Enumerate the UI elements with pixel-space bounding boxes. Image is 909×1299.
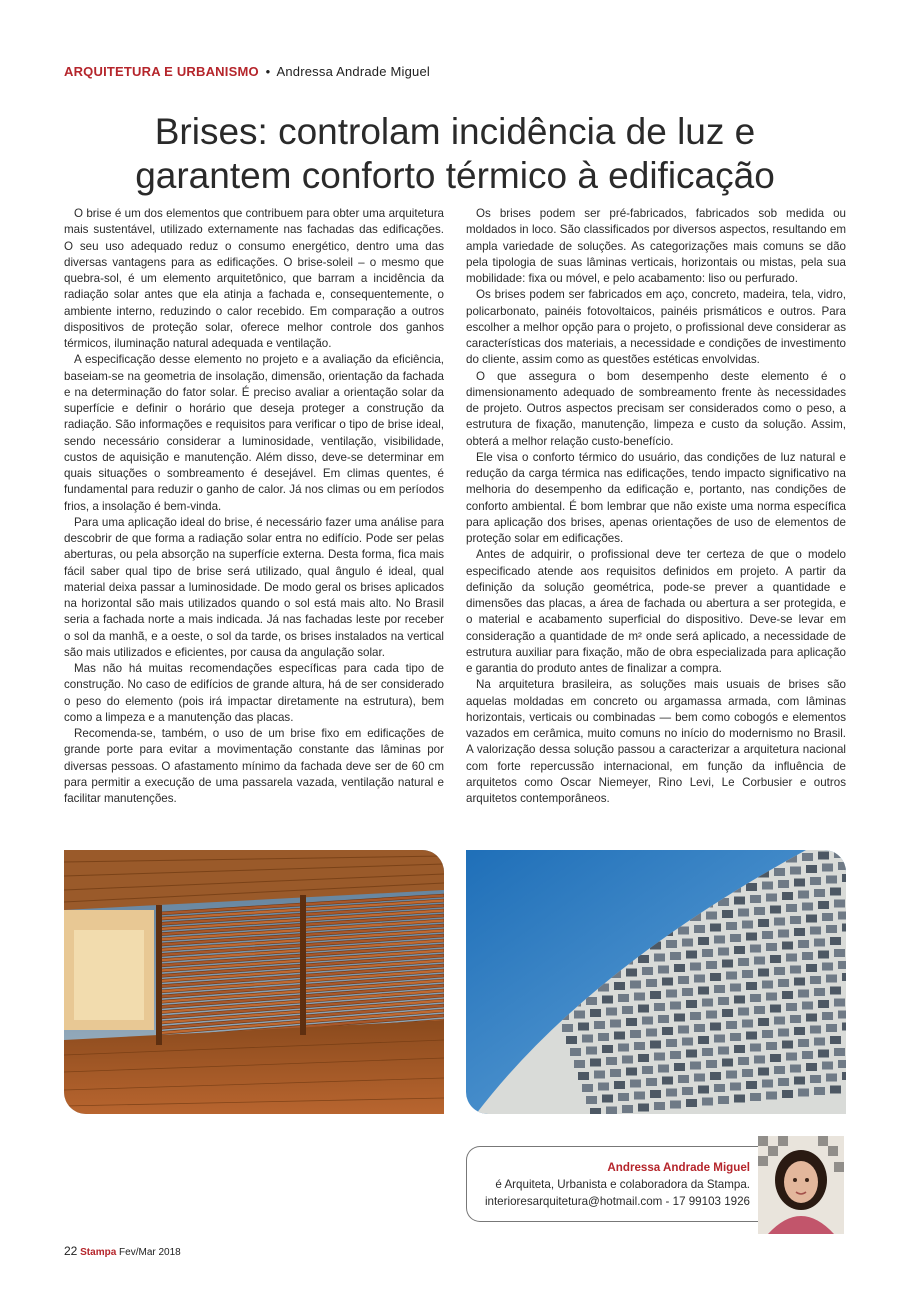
paragraph: Os brises podem ser fabricados em aço, concreto, madeira, tela, vidro, policarbonato, painéis fotovoltaicos, painéis prismáticos e outros. Para escolher a melhor opção para o projeto, o profissional deve considerar as características dos materiais, a necessidade e condições de investimento do cliente, assim como as questões estéticas envolvidas. — [466, 288, 846, 367]
paragraph: Mas não há muitas recomendações específicas para cada tipo de construção. No caso de edifícios de grande altura, há de ser considerado o peso do elemento (pois irá impactar diretamente na estrutura), bem como a limpeza e a manutenção das placas. — [64, 662, 444, 724]
paragraph: A especificação desse elemento no projeto e a avaliação da eficiência, baseiam-se na geometria de insolação, dimensão, orientação da fachada e na determinação do fator solar. É preciso avaliar a orientação solar da superfície e definir o horário que deseja proteger a construção da radiação. São informações e requisitos para verificar o tipo de brise ideal, sendo necessário considerar a luminosidade, ventilação, visibilidade, custos de aquisição e manutenção. Além disso, deve-se determinar em quais situações o sombreamento é desejável. Em climas quentes, é fundamental para reduzir o ganho de calor. Já nos climas ou em períodos frios, a insolação é bem-vinda. — [64, 353, 444, 513]
page-header — [64, 64, 430, 79]
bio-role: é Arquiteta, Urbanista e colaboradora da Stampa. — [495, 1178, 750, 1191]
paragraph: Ele visa o conforto térmico do usuário, das condições de luz natural e redução da carga térmica nas edificações, tendo impacto significativo na melhoria do desempenho da edificação e, portanto, nas condições de conforto ambiental. É bom lembrar que não existe uma norma específica para aplicação dos brises, apenas orientações de uso de elementos de proteção solar em edificações. — [466, 450, 846, 545]
author-portrait — [758, 1136, 844, 1234]
header-author: Andressa Andrade Miguel — [276, 64, 430, 79]
paragraph: Os brises podem ser pré-fabricados, fabricados sob medida ou moldados in loco. São classificados por diversos aspectos, resultando em ampla variedade de soluções. As categorizações mais comuns se dão pela tipologia de suas lâminas verticais, horizontais ou mistas, pela sua mobilidade: fixa ou móvel, e pelo acabamento: liso ou perfurado. — [466, 207, 846, 285]
concrete-facade-photo — [466, 850, 846, 1114]
paragraph: Para uma aplicação ideal do brise, é necessário fazer uma análise para descobrir de que forma a radiação solar entra no edifício. Pode ser pelas aberturas, ou pela absorção na superfície externa. Desta forma, fica mais fácil saber qual tipo de brise será utilizado, qual ângulo é ideal, qual material deixa passar a luminosidade. De modo geral os brises aplicados na horizontal são mais utilizados quando o sol está mais alto. No Brasil seria a fachada norte a mais indicada. Já nas fachadas leste por receber o sol da manhã, e a oeste, o sol da tarde, os brises instalados na vertical são mais utilizados e eficientes, por causa da angulação solar. — [64, 515, 444, 659]
bio-name: Andressa Andrade Miguel — [607, 1161, 750, 1174]
title-line-2: garantem conforto térmico à edificação — [135, 155, 775, 196]
page-number: 22 — [64, 1244, 78, 1258]
article-column-left — [64, 206, 444, 807]
wooden-brise-photo — [64, 850, 444, 1114]
article-column-right — [466, 206, 846, 807]
paragraph: O brise é um dos elementos que contribuem para obter uma arquitetura mais sustentável, utilizado externamente nas fachadas das edificações. O seu uso adequado reduz o consumo energético, dentro uma das diversas vantagens para as edificações. O brise-soleil – o mesmo que quebra-sol, é um elemento arquitetônico, que barram a incidência da radiação solar antes que ela atinja a fachada e, consequentemente, o ambiente interno, reduzindo o calor recebido. Em comparação a outros dispositivos de proteção solar, oferece melhor controle dos ganhos térmicos, iluminação natural adequada e ventilação. — [64, 207, 444, 350]
section-label: ARQUITETURA E URBANISMO — [64, 64, 259, 79]
header-separator: • — [265, 64, 271, 79]
paragraph: O que assegura o bom desempenho deste elemento é o dimensionamento adequado de sombreamento frente às necessidades de projeto. Outros aspectos precisam ser considerados como o peso, a estrutura de fixação, manutenção, limpeza e custo da solução. Assim, obterá a melhor relação custo-benefício. — [466, 369, 846, 448]
bio-contact: interioresarquitetura@hotmail.com - 17 99103 1926 — [484, 1195, 750, 1208]
paragraph: Na arquitetura brasileira, as soluções mais usuais de brises são aquelas moldadas em concreto ou argamassa armada, com lâminas horizontais, verticais ou combinadas — bem como cobogós e elementos vazados em cerâmica, muito comuns no início do modernismo no Brasil. A valorização dessa solução passou a caracterizar a arquitetura nacional com forte repercussão internacional, em função da influência de arquitetos como Oscar Niemeyer, Rino Levi, Le Corbusier e outros arquitetos contemporâneos. — [466, 678, 846, 805]
issue-date: Fev/Mar 2018 — [119, 1247, 181, 1258]
page-footer — [64, 1244, 181, 1258]
paragraph: Antes de adquirir, o profissional deve ter certeza de que o modelo especificado atende aos requisitos definidos em projeto. A partir da definição da solução geométrica, pode-se prever a quantidade e dimensões das placas, a área de fachada ou abertura a ser protegida, e o material e acabamento superficial do dispositivo. Deve-se levar em consideração a quantidade de m² onde será aplicado, a necessidade de estrutura auxiliar para fixação, mão de obra especializada para aplicação e garantia do produto antes de finalizar a compra. — [466, 548, 846, 675]
article-title — [60, 110, 850, 198]
author-bio — [466, 1146, 758, 1222]
magazine-brand: Stampa — [80, 1247, 117, 1258]
paragraph: Recomenda-se, também, o uso de um brise fixo em edificações de grande porte para evitar a movimentação constante das lâminas por diversas pessoas. O afastamento mínimo da fachada deve ser de 60 cm para permitir a execução de uma passarela vazada, ventilação natural e facilitar manutenções. — [64, 727, 444, 805]
title-line-1: Brises: controlam incidência de luz e — [154, 111, 756, 152]
